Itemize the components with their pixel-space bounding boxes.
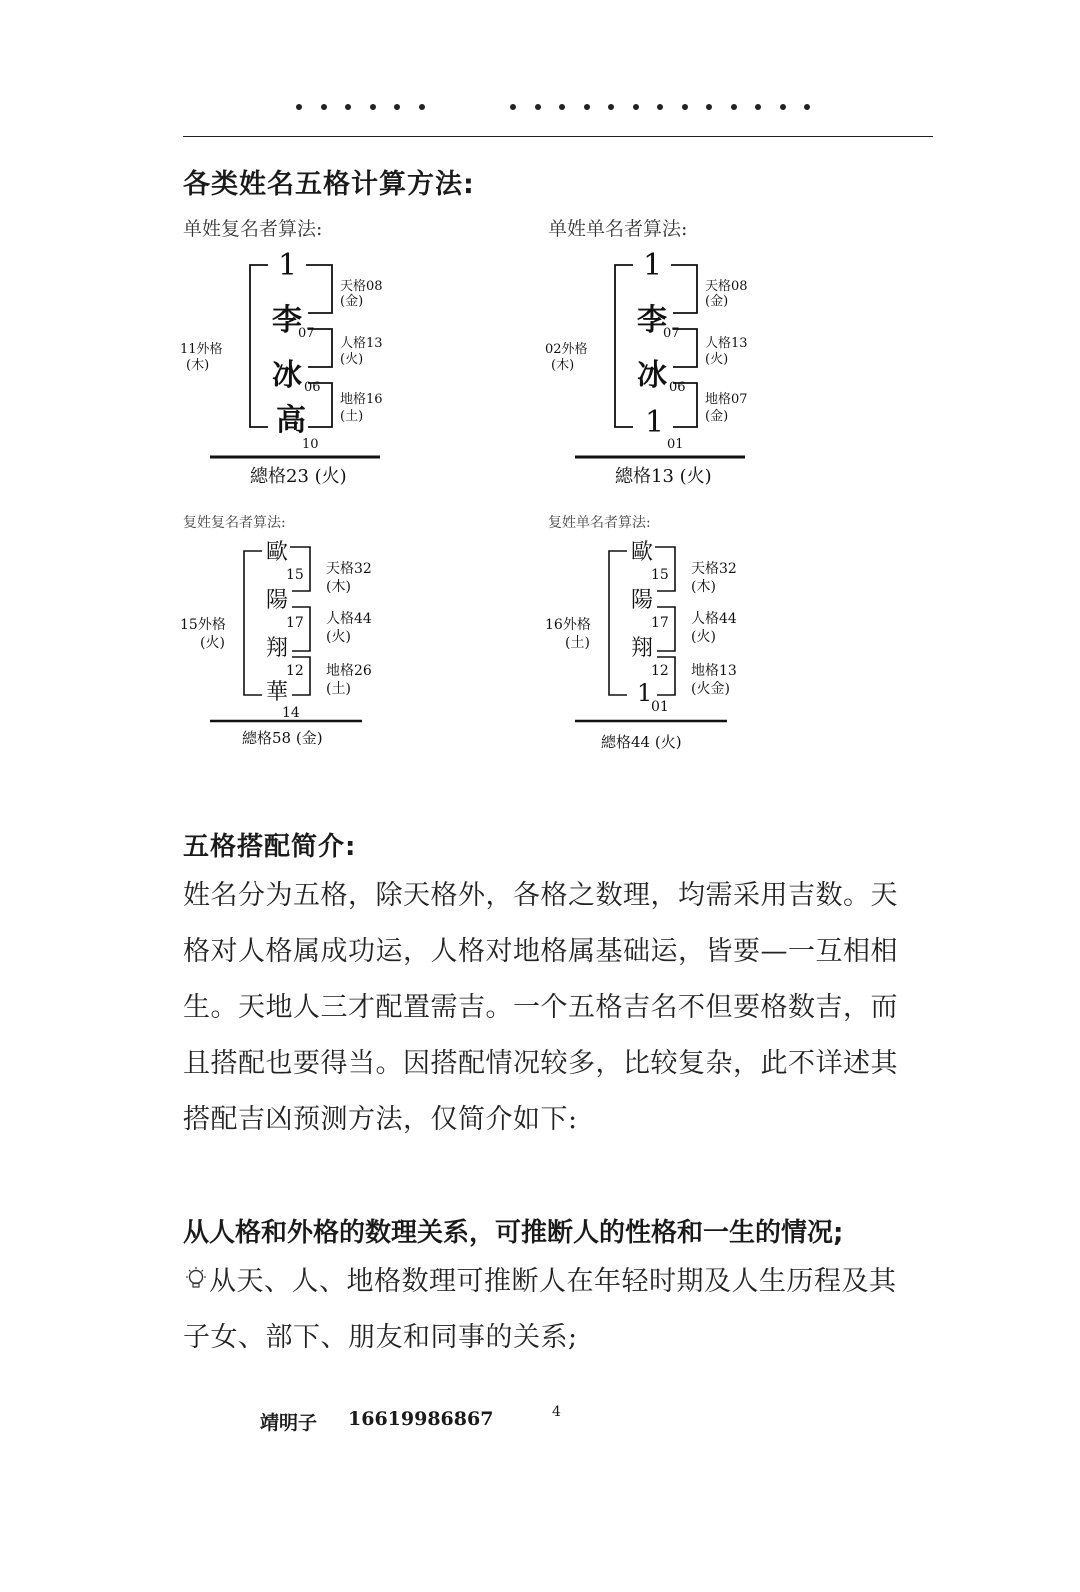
footer-author: 靖明子 bbox=[260, 1412, 318, 1434]
diagram2-num1: 07 bbox=[663, 326, 680, 341]
diagram4-char1: 歐 bbox=[631, 540, 654, 565]
diagram3-di-el: (土) bbox=[326, 681, 351, 697]
diagram4-total: 總格44 (火) bbox=[601, 733, 682, 751]
diagram2-tian: 天格08 bbox=[705, 279, 748, 294]
diagram1-char1: 李 bbox=[272, 303, 302, 338]
paragraph-line-text: 从天、人、地格数理可推断人在年轻时期及人生历程及其 bbox=[209, 1266, 897, 1297]
diagram3-char2: 陽 bbox=[266, 588, 289, 613]
lightbulb-icon bbox=[183, 1266, 209, 1292]
page-number: 4 bbox=[552, 1404, 561, 1420]
diagram1-di: 地格16 bbox=[340, 392, 383, 407]
diagram3-double-surname-double-name bbox=[180, 535, 410, 755]
diagram4-di: 地格13 bbox=[691, 663, 737, 679]
section-heading-wuge-matching: 五格搭配简介: bbox=[183, 832, 357, 862]
diagram2-ren-el: (火) bbox=[705, 352, 729, 367]
paragraph-line: 生。天地人三才配置需吉。一个五格吉名不但要格数吉，而 bbox=[183, 992, 898, 1023]
diagram3-char1: 歐 bbox=[266, 540, 289, 565]
diagram4-ren-el: (火) bbox=[691, 629, 716, 645]
diagram4-char4: 1 bbox=[637, 679, 653, 707]
diagram3-wai: 15外格 bbox=[180, 617, 226, 633]
diagram4-di-el: (火金) bbox=[691, 681, 730, 697]
diagram4-label: 复姓单名者算法: bbox=[548, 515, 651, 531]
diagram2-di-el: (金) bbox=[705, 409, 729, 424]
diagram4-wai: 16外格 bbox=[545, 617, 591, 633]
diagram1-num3: 10 bbox=[302, 437, 319, 452]
header-dots-right bbox=[510, 104, 829, 118]
diagram4-tian: 天格32 bbox=[691, 561, 737, 577]
diagram4-num1: 15 bbox=[651, 567, 669, 583]
paragraph-line: 格对人格属成功运，人格对地格属基础运，皆要—一互相相 bbox=[183, 936, 898, 967]
paragraph-line: 姓名分为五格，除天格外，各格之数理，均需采用吉数。天 bbox=[183, 880, 898, 911]
diagram1-ren-el: (火) bbox=[340, 352, 364, 367]
paragraph-line: 子女、部下、朋友和同事的关系; bbox=[183, 1322, 578, 1353]
diagram2-char3: 1 bbox=[645, 405, 665, 440]
diagram1-num1: 07 bbox=[298, 326, 315, 341]
diagram3-total: 總格58 (金) bbox=[242, 729, 323, 747]
diagram3-ren: 人格44 bbox=[326, 611, 372, 627]
diagram4-tian-el: (木) bbox=[691, 579, 716, 595]
paragraph-line: 且搭配也要得当。因搭配情况较多，比较复杂，此不详述其 bbox=[183, 1048, 898, 1079]
diagram2-tian-el: (金) bbox=[705, 294, 729, 309]
diagram1-tian: 天格08 bbox=[340, 279, 383, 294]
tian-ren-di-paragraph bbox=[183, 1254, 935, 1366]
diagram1-di-el: (土) bbox=[340, 409, 364, 424]
header-rule bbox=[183, 136, 933, 137]
diagram4-num3: 12 bbox=[651, 663, 669, 679]
diagram3-di: 地格26 bbox=[326, 663, 372, 679]
footer-phone: 16619986867 bbox=[348, 1408, 494, 1430]
wuge-matching-paragraph bbox=[183, 868, 935, 1148]
diagram1-top: 1 bbox=[278, 248, 298, 283]
ren-wai-relation-line: 从人格和外格的数理关系，可推断人的性格和一生的情况; bbox=[183, 1218, 844, 1248]
diagram3-char4: 華 bbox=[266, 680, 289, 705]
paragraph-line bbox=[183, 1254, 935, 1310]
diagram2-char2: 冰 bbox=[637, 358, 667, 393]
diagram3-ren-el: (火) bbox=[326, 629, 351, 645]
diagram3-wai-el: (火) bbox=[200, 635, 225, 651]
diagram1-char3: 高 bbox=[276, 403, 306, 438]
diagram1-wai-el: (木) bbox=[186, 358, 210, 373]
diagram2-wai: 02外格 bbox=[545, 342, 588, 357]
diagram2-top: 1 bbox=[643, 248, 663, 283]
diagram1-ren: 人格13 bbox=[340, 336, 383, 351]
diagram2-total: 總格13 (火) bbox=[615, 466, 712, 487]
diagram4-char3: 翔 bbox=[631, 636, 654, 661]
diagram1-num2: 06 bbox=[304, 380, 321, 395]
diagram3-tian-el: (木) bbox=[326, 579, 351, 595]
diagram1-single-surname-double-name bbox=[180, 245, 420, 490]
diagram3-num2: 17 bbox=[286, 615, 304, 631]
section-heading-wuge-methods: 各类姓名五格计算方法: bbox=[183, 169, 475, 200]
diagram1-char2: 冰 bbox=[272, 358, 302, 393]
diagram1-wai: 11外格 bbox=[180, 342, 223, 357]
diagram2-single-surname-single-name bbox=[545, 245, 785, 490]
diagram4-char2: 陽 bbox=[631, 588, 654, 613]
diagram2-label: 单姓单名者算法: bbox=[548, 218, 688, 240]
paragraph-line: 搭配吉凶预测方法，仅简介如下: bbox=[183, 1104, 578, 1135]
diagram1-label: 单姓复名者算法: bbox=[183, 218, 323, 240]
diagram2-wai-el: (木) bbox=[551, 358, 575, 373]
diagram4-wai-el: (土) bbox=[565, 635, 590, 651]
diagram4-double-surname-single-name bbox=[545, 535, 775, 755]
diagram2-di: 地格07 bbox=[705, 392, 748, 407]
header-dots-left bbox=[296, 104, 443, 118]
diagram2-num3: 01 bbox=[667, 437, 684, 452]
diagram3-label: 复姓复名者算法: bbox=[183, 515, 286, 531]
diagram3-num1: 15 bbox=[286, 567, 304, 583]
diagram2-ren: 人格13 bbox=[705, 336, 748, 351]
diagram4-num4: 01 bbox=[651, 699, 669, 715]
diagram3-char3: 翔 bbox=[266, 636, 289, 661]
diagram2-num2: 06 bbox=[669, 380, 686, 395]
diagram3-num4: 14 bbox=[282, 705, 300, 721]
diagram4-ren: 人格44 bbox=[691, 611, 737, 627]
diagram3-tian: 天格32 bbox=[326, 561, 372, 577]
diagram2-char1: 李 bbox=[637, 303, 667, 338]
diagram1-total: 總格23 (火) bbox=[250, 466, 347, 487]
diagram1-tian-el: (金) bbox=[340, 294, 364, 309]
diagram3-num3: 12 bbox=[286, 663, 304, 679]
diagram4-num2: 17 bbox=[651, 615, 669, 631]
